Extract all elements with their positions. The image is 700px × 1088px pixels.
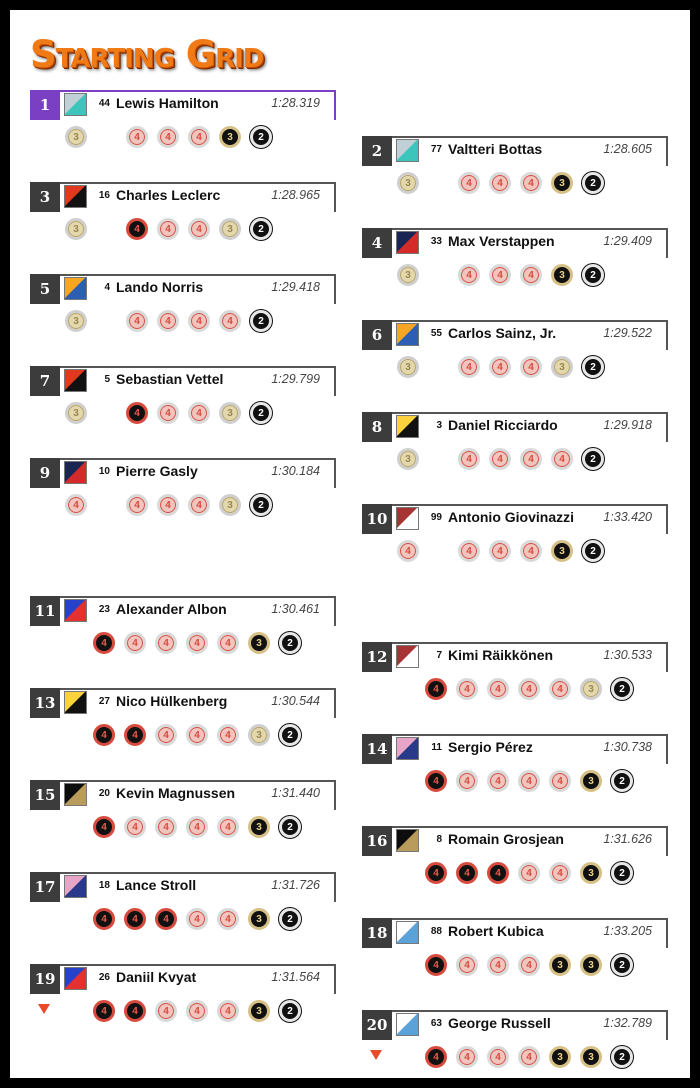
car-number: 7 [436, 650, 442, 661]
team-color-swatch [396, 139, 419, 162]
medium-tyre-icon: 3 [65, 310, 87, 332]
qualifying-time: 1:32.789 [603, 1016, 652, 1030]
team-accent-triangle [64, 369, 86, 391]
grid-position: 14 [362, 734, 392, 764]
medium-tyre-icon: 3 [248, 724, 270, 746]
car-number: 44 [98, 98, 110, 109]
grid-penalty-marker-icon [370, 1050, 382, 1060]
soft-tyre-icon: 4 [124, 908, 146, 930]
team-accent-triangle [396, 829, 418, 851]
team-color-swatch [64, 369, 87, 392]
soft-tyre-icon: 4 [155, 632, 177, 654]
soft-tyre-icon: 4 [157, 310, 179, 332]
car-number: 23 [98, 604, 110, 615]
soft-tyre-icon: 4 [520, 448, 542, 470]
car-number: 18 [98, 880, 110, 891]
grid-position: 5 [30, 274, 60, 304]
grid-position: 3 [30, 182, 60, 212]
soft-tyre-icon: 4 [458, 540, 480, 562]
hard-tyre-icon: 2 [582, 540, 604, 562]
team-color-swatch [64, 967, 87, 990]
soft-tyre-icon: 4 [425, 770, 447, 792]
driver-name: George Russell [448, 1015, 551, 1031]
medium-tyre-icon: 3 [397, 356, 419, 378]
qualifying-time: 1:31.440 [271, 786, 320, 800]
soft-tyre-icon: 4 [458, 448, 480, 470]
soft-tyre-icon: 4 [65, 494, 87, 516]
tyre-sets [30, 1000, 336, 1026]
soft-tyre-icon: 4 [489, 356, 511, 378]
soft-tyre-icon: 4 [425, 862, 447, 884]
soft-tyre-icon: 4 [186, 908, 208, 930]
soft-tyre-icon: 4 [518, 770, 540, 792]
soft-tyre-icon: 4 [217, 632, 239, 654]
qualifying-time: 1:33.420 [603, 510, 652, 524]
driver-name: Kimi Räikkönen [448, 647, 554, 663]
medium-tyre-icon: 3 [580, 678, 602, 700]
grid-position: 7 [30, 366, 60, 396]
soft-tyre-icon: 4 [155, 1000, 177, 1022]
grid-position: 8 [362, 412, 392, 442]
grid-position: 18 [362, 918, 392, 948]
driver-name: Charles Leclerc [116, 187, 221, 203]
soft-tyre-icon: 4 [126, 310, 148, 332]
medium-tyre-icon: 3 [65, 402, 87, 424]
team-color-swatch [64, 185, 87, 208]
hard-tyre-icon: 2 [279, 816, 301, 838]
team-color-swatch [396, 231, 419, 254]
tyre-sets [362, 1046, 668, 1072]
team-accent-triangle [64, 599, 86, 621]
driver-entry[interactable] [362, 918, 668, 990]
soft-tyre-icon: 4 [487, 678, 509, 700]
soft-tyre-icon: 4 [487, 862, 509, 884]
team-color-swatch [64, 783, 87, 806]
grid-position: 19 [30, 964, 60, 994]
tyre-sets [30, 724, 336, 750]
driver-name: Max Verstappen [448, 233, 555, 249]
soft-tyre-icon: 4 [126, 402, 148, 424]
driver-entry[interactable] [362, 136, 668, 208]
medium-tyre-icon: 3 [65, 218, 87, 240]
team-accent-triangle [64, 277, 86, 299]
soft-tyre-icon: 4 [458, 264, 480, 286]
car-number: 27 [98, 696, 110, 707]
grid-position: 15 [30, 780, 60, 810]
tyre-sets [30, 632, 336, 658]
team-accent-triangle [64, 185, 86, 207]
medium-tyre-icon: 3 [219, 218, 241, 240]
car-number: 8 [436, 834, 442, 845]
soft-tyre-icon: 4 [188, 126, 210, 148]
medium-tyre-icon: 3 [549, 954, 571, 976]
medium-tyre-icon: 3 [397, 172, 419, 194]
car-number: 4 [104, 282, 110, 293]
driver-entry[interactable] [362, 734, 668, 806]
qualifying-time: 1:31.626 [603, 832, 652, 846]
team-accent-triangle [64, 875, 86, 897]
medium-tyre-icon: 3 [551, 264, 573, 286]
soft-tyre-icon: 4 [217, 908, 239, 930]
qualifying-time: 1:29.522 [603, 326, 652, 340]
soft-tyre-icon: 4 [487, 770, 509, 792]
car-number: 10 [98, 466, 110, 477]
grid-position: 1 [30, 90, 60, 120]
soft-tyre-icon: 4 [126, 126, 148, 148]
driver-entry[interactable] [362, 320, 668, 392]
grid-position: 17 [30, 872, 60, 902]
soft-tyre-icon: 4 [157, 218, 179, 240]
medium-tyre-icon: 3 [248, 908, 270, 930]
tyre-sets [362, 356, 668, 382]
hard-tyre-icon: 2 [279, 632, 301, 654]
medium-tyre-icon: 3 [219, 494, 241, 516]
driver-entry[interactable] [30, 596, 336, 668]
driver-entry[interactable] [362, 1010, 668, 1082]
team-accent-triangle [396, 507, 418, 529]
tyre-sets [30, 494, 336, 520]
team-accent-triangle [64, 93, 86, 115]
team-color-swatch [64, 599, 87, 622]
tyre-sets [362, 954, 668, 980]
soft-tyre-icon: 4 [188, 218, 210, 240]
soft-tyre-icon: 4 [551, 448, 573, 470]
soft-tyre-icon: 4 [155, 816, 177, 838]
team-accent-triangle [396, 645, 418, 667]
medium-tyre-icon: 3 [580, 862, 602, 884]
soft-tyre-icon: 4 [425, 678, 447, 700]
soft-tyre-icon: 4 [186, 816, 208, 838]
car-number: 77 [430, 144, 442, 155]
team-color-swatch [396, 507, 419, 530]
soft-tyre-icon: 4 [124, 1000, 146, 1022]
tyre-sets [362, 862, 668, 888]
grid-position: 13 [30, 688, 60, 718]
hard-tyre-icon: 2 [582, 356, 604, 378]
qualifying-time: 1:30.738 [603, 740, 652, 754]
qualifying-time: 1:30.544 [271, 694, 320, 708]
car-number: 16 [98, 190, 110, 201]
grid-position: 20 [362, 1010, 392, 1040]
hard-tyre-icon: 2 [582, 264, 604, 286]
soft-tyre-icon: 4 [425, 954, 447, 976]
team-color-swatch [64, 875, 87, 898]
driver-entry[interactable] [30, 182, 336, 254]
soft-tyre-icon: 4 [188, 494, 210, 516]
grid-position: 10 [362, 504, 392, 534]
driver-name: Antonio Giovinazzi [448, 509, 574, 525]
hard-tyre-icon: 2 [250, 402, 272, 424]
medium-tyre-icon: 3 [580, 1046, 602, 1068]
soft-tyre-icon: 4 [549, 770, 571, 792]
team-color-swatch [64, 691, 87, 714]
grid-position: 4 [362, 228, 392, 258]
hard-tyre-icon: 2 [279, 724, 301, 746]
qualifying-time: 1:29.418 [271, 280, 320, 294]
driver-name: Robert Kubica [448, 923, 544, 939]
soft-tyre-icon: 4 [518, 678, 540, 700]
driver-name: Daniel Ricciardo [448, 417, 558, 433]
driver-name: Sergio Pérez [448, 739, 533, 755]
qualifying-time: 1:31.726 [271, 878, 320, 892]
driver-entry[interactable] [362, 412, 668, 484]
tyre-sets [30, 126, 336, 152]
hard-tyre-icon: 2 [611, 862, 633, 884]
driver-name: Lewis Hamilton [116, 95, 219, 111]
team-color-swatch [64, 277, 87, 300]
soft-tyre-icon: 4 [186, 1000, 208, 1022]
soft-tyre-icon: 4 [518, 862, 540, 884]
driver-name: Alexander Albon [116, 601, 227, 617]
team-color-swatch [396, 323, 419, 346]
soft-tyre-icon: 4 [124, 816, 146, 838]
soft-tyre-icon: 4 [217, 724, 239, 746]
driver-name: Pierre Gasly [116, 463, 198, 479]
soft-tyre-icon: 4 [126, 218, 148, 240]
driver-entry[interactable] [30, 688, 336, 760]
tyre-sets [30, 402, 336, 428]
soft-tyre-icon: 4 [458, 172, 480, 194]
team-accent-triangle [396, 139, 418, 161]
medium-tyre-icon: 3 [397, 448, 419, 470]
team-color-swatch [396, 737, 419, 760]
team-color-swatch [64, 93, 87, 116]
tyre-sets [362, 678, 668, 704]
medium-tyre-icon: 3 [219, 402, 241, 424]
driver-entry[interactable] [362, 826, 668, 898]
soft-tyre-icon: 4 [186, 632, 208, 654]
soft-tyre-icon: 4 [456, 678, 478, 700]
driver-name: Daniil Kvyat [116, 969, 197, 985]
team-color-swatch [64, 461, 87, 484]
medium-tyre-icon: 3 [248, 816, 270, 838]
soft-tyre-icon: 4 [186, 724, 208, 746]
soft-tyre-icon: 4 [157, 494, 179, 516]
team-accent-triangle [64, 691, 86, 713]
qualifying-time: 1:30.461 [271, 602, 320, 616]
soft-tyre-icon: 4 [520, 264, 542, 286]
qualifying-time: 1:29.409 [603, 234, 652, 248]
soft-tyre-icon: 4 [93, 724, 115, 746]
soft-tyre-icon: 4 [549, 862, 571, 884]
team-accent-triangle [396, 921, 418, 943]
soft-tyre-icon: 4 [456, 862, 478, 884]
soft-tyre-icon: 4 [93, 632, 115, 654]
medium-tyre-icon: 3 [580, 770, 602, 792]
team-accent-triangle [396, 737, 418, 759]
tyre-sets [362, 172, 668, 198]
soft-tyre-icon: 4 [126, 494, 148, 516]
team-color-swatch [396, 921, 419, 944]
soft-tyre-icon: 4 [217, 1000, 239, 1022]
grid-position: 6 [362, 320, 392, 350]
qualifying-time: 1:33.205 [603, 924, 652, 938]
hard-tyre-icon: 2 [250, 126, 272, 148]
team-accent-triangle [64, 967, 86, 989]
soft-tyre-icon: 4 [520, 356, 542, 378]
driver-entry[interactable] [30, 274, 336, 346]
soft-tyre-icon: 4 [520, 540, 542, 562]
tyre-sets [362, 264, 668, 290]
driver-name: Romain Grosjean [448, 831, 564, 847]
grid-page [10, 10, 690, 1078]
team-color-swatch [396, 645, 419, 668]
soft-tyre-icon: 4 [93, 816, 115, 838]
driver-name: Lando Norris [116, 279, 204, 295]
team-accent-triangle [64, 783, 86, 805]
driver-name: Kevin Magnussen [116, 785, 236, 801]
hard-tyre-icon: 2 [611, 954, 633, 976]
driver-entry[interactable] [30, 964, 336, 1036]
team-color-swatch [396, 1013, 419, 1036]
car-number: 63 [430, 1018, 442, 1029]
car-number: 55 [430, 328, 442, 339]
grid-position: 16 [362, 826, 392, 856]
soft-tyre-icon: 4 [518, 954, 540, 976]
tyre-sets [30, 310, 336, 336]
driver-entry[interactable] [362, 228, 668, 300]
driver-entry[interactable] [362, 642, 668, 714]
soft-tyre-icon: 4 [487, 954, 509, 976]
qualifying-time: 1:28.965 [271, 188, 320, 202]
team-accent-triangle [396, 231, 418, 253]
qualifying-time: 1:30.184 [271, 464, 320, 478]
soft-tyre-icon: 4 [93, 1000, 115, 1022]
medium-tyre-icon: 3 [248, 632, 270, 654]
hard-tyre-icon: 2 [611, 678, 633, 700]
medium-tyre-icon: 3 [551, 540, 573, 562]
hard-tyre-icon: 2 [582, 448, 604, 470]
driver-name: Lance Stroll [116, 877, 197, 893]
page-title: Starting Grid [30, 33, 264, 76]
hard-tyre-icon: 2 [279, 908, 301, 930]
soft-tyre-icon: 4 [487, 1046, 509, 1068]
car-number: 20 [98, 788, 110, 799]
medium-tyre-icon: 3 [580, 954, 602, 976]
qualifying-time: 1:31.564 [271, 970, 320, 984]
medium-tyre-icon: 3 [248, 1000, 270, 1022]
soft-tyre-icon: 4 [549, 678, 571, 700]
tyre-sets [362, 540, 668, 566]
soft-tyre-icon: 4 [520, 172, 542, 194]
grid-penalty-marker-icon [38, 1004, 50, 1014]
team-color-swatch [396, 415, 419, 438]
car-number: 88 [430, 926, 442, 937]
driver-name: Sebastian Vettel [116, 371, 224, 387]
soft-tyre-icon: 4 [489, 448, 511, 470]
soft-tyre-icon: 4 [397, 540, 419, 562]
grid-position: 9 [30, 458, 60, 488]
hard-tyre-icon: 2 [582, 172, 604, 194]
soft-tyre-icon: 4 [518, 1046, 540, 1068]
driver-entry[interactable] [30, 366, 336, 438]
car-number: 5 [104, 374, 110, 385]
grid-position: 2 [362, 136, 392, 166]
hard-tyre-icon: 2 [250, 218, 272, 240]
hard-tyre-icon: 2 [611, 770, 633, 792]
soft-tyre-icon: 4 [489, 264, 511, 286]
hard-tyre-icon: 2 [279, 1000, 301, 1022]
soft-tyre-icon: 4 [425, 1046, 447, 1068]
driver-entry[interactable] [30, 780, 336, 852]
team-accent-triangle [64, 461, 86, 483]
soft-tyre-icon: 4 [157, 126, 179, 148]
driver-name: Carlos Sainz, Jr. [448, 325, 557, 341]
soft-tyre-icon: 4 [124, 724, 146, 746]
grid-position: 11 [30, 596, 60, 626]
soft-tyre-icon: 4 [188, 310, 210, 332]
qualifying-time: 1:29.799 [271, 372, 320, 386]
hard-tyre-icon: 2 [250, 310, 272, 332]
soft-tyre-icon: 4 [456, 1046, 478, 1068]
driver-entry[interactable] [30, 90, 336, 162]
driver-entry[interactable] [30, 872, 336, 944]
driver-name: Valtteri Bottas [448, 141, 543, 157]
hard-tyre-icon: 2 [611, 1046, 633, 1068]
medium-tyre-icon: 3 [549, 1046, 571, 1068]
medium-tyre-icon: 3 [219, 126, 241, 148]
driver-entry[interactable] [362, 504, 668, 576]
hard-tyre-icon: 2 [250, 494, 272, 516]
medium-tyre-icon: 3 [551, 172, 573, 194]
tyre-sets [362, 770, 668, 796]
tyre-sets [362, 448, 668, 474]
team-color-swatch [396, 829, 419, 852]
team-accent-triangle [396, 415, 418, 437]
tyre-sets [30, 218, 336, 244]
medium-tyre-icon: 3 [65, 126, 87, 148]
qualifying-time: 1:28.319 [271, 96, 320, 110]
grid-position: 12 [362, 642, 392, 672]
soft-tyre-icon: 4 [124, 632, 146, 654]
qualifying-time: 1:28.605 [603, 142, 652, 156]
car-number: 33 [430, 236, 442, 247]
soft-tyre-icon: 4 [489, 540, 511, 562]
qualifying-time: 1:30.533 [603, 648, 652, 662]
team-accent-triangle [396, 1013, 418, 1035]
soft-tyre-icon: 4 [458, 356, 480, 378]
team-accent-triangle [396, 323, 418, 345]
soft-tyre-icon: 4 [489, 172, 511, 194]
soft-tyre-icon: 4 [456, 954, 478, 976]
soft-tyre-icon: 4 [155, 908, 177, 930]
soft-tyre-icon: 4 [456, 770, 478, 792]
soft-tyre-icon: 4 [155, 724, 177, 746]
car-number: 11 [431, 742, 442, 753]
soft-tyre-icon: 4 [188, 402, 210, 424]
soft-tyre-icon: 4 [217, 816, 239, 838]
car-number: 26 [98, 972, 110, 983]
medium-tyre-icon: 3 [551, 356, 573, 378]
tyre-sets [30, 816, 336, 842]
medium-tyre-icon: 3 [397, 264, 419, 286]
soft-tyre-icon: 4 [219, 310, 241, 332]
tyre-sets [30, 908, 336, 934]
driver-entry[interactable] [30, 458, 336, 530]
car-number: 3 [436, 420, 442, 431]
qualifying-time: 1:29.918 [603, 418, 652, 432]
soft-tyre-icon: 4 [157, 402, 179, 424]
soft-tyre-icon: 4 [93, 908, 115, 930]
driver-name: Nico Hülkenberg [116, 693, 228, 709]
car-number: 99 [430, 512, 442, 523]
